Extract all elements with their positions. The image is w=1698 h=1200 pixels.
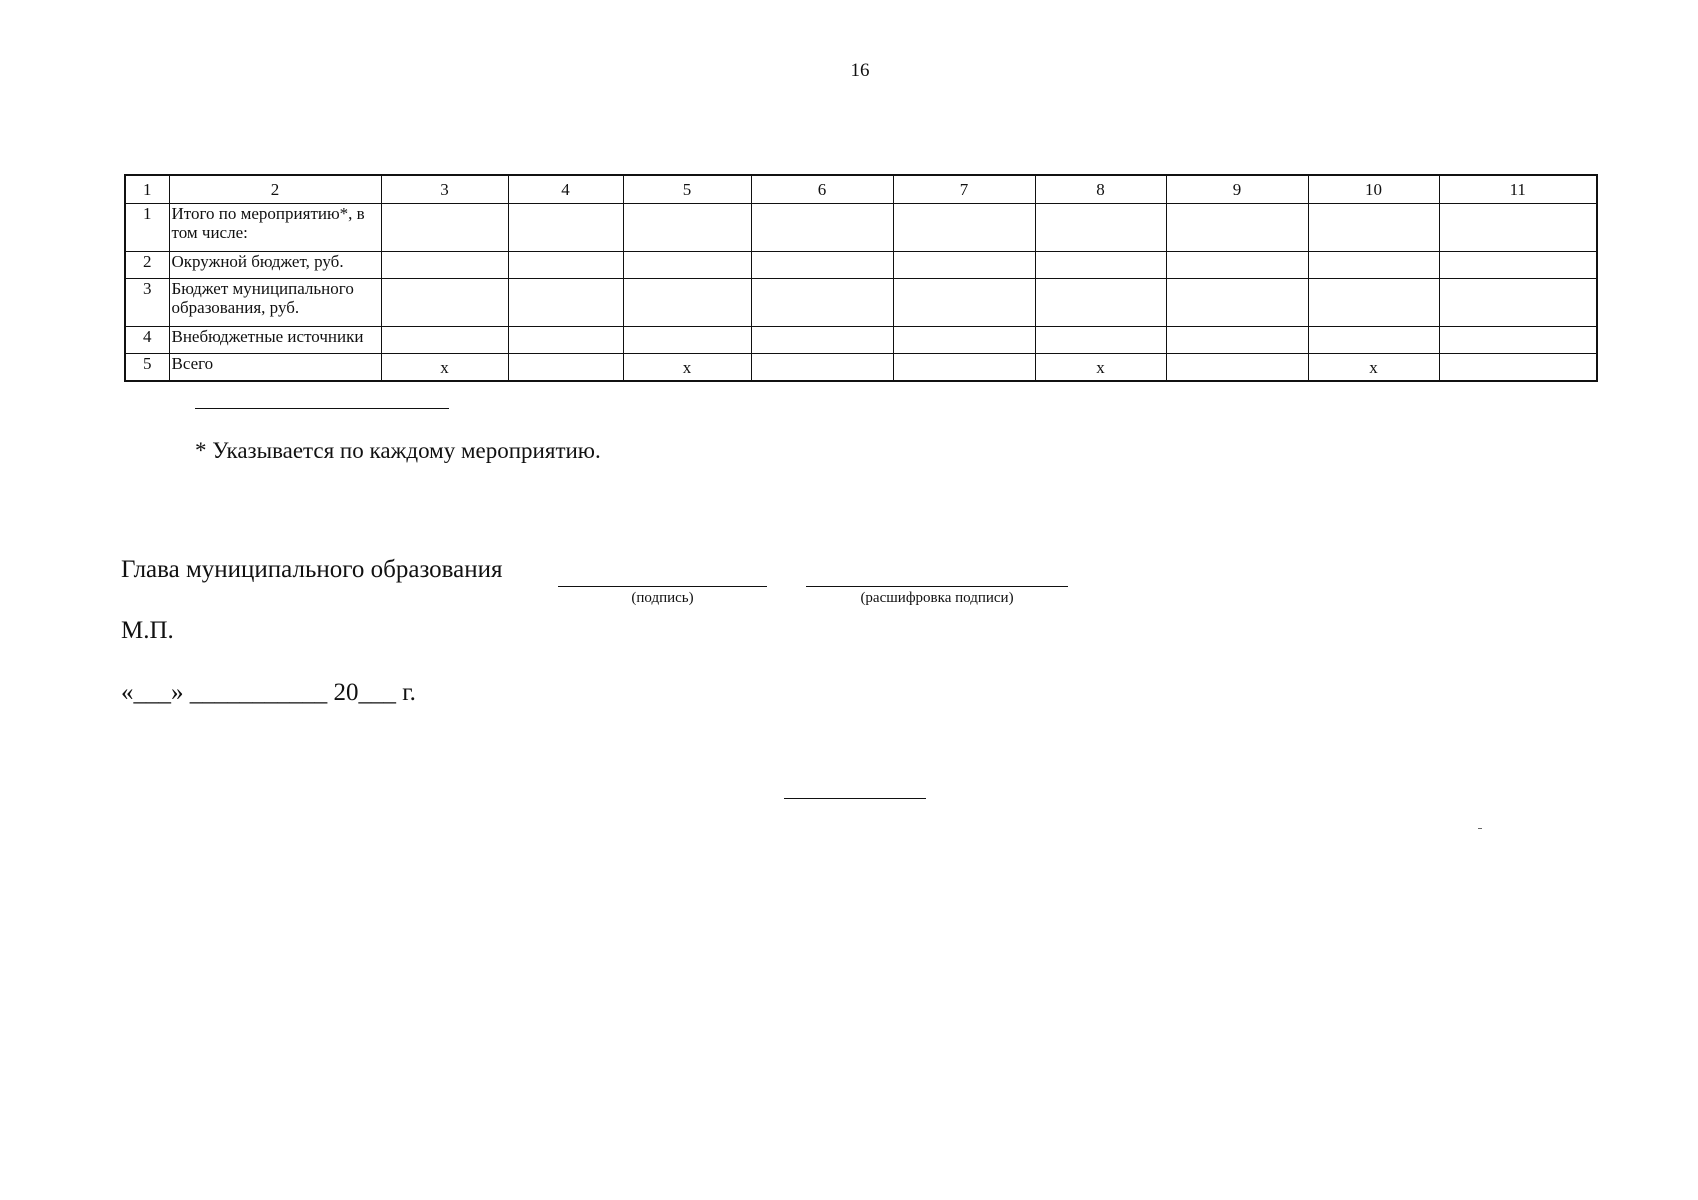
table-cell: x bbox=[623, 354, 751, 382]
table-row bbox=[125, 252, 1597, 279]
row-number-cell: 1 bbox=[125, 204, 169, 252]
column-number-cell: 3 bbox=[381, 175, 508, 204]
row-label-cell: Всего bbox=[169, 354, 381, 382]
table-cell bbox=[1308, 327, 1439, 354]
signature-line bbox=[558, 586, 767, 587]
table-cell: x bbox=[1035, 354, 1166, 382]
table-cell bbox=[623, 327, 751, 354]
date-line: «___» ___________ 20___ г. bbox=[121, 679, 416, 706]
table-cell bbox=[1035, 204, 1166, 252]
signature-decoding-caption: (расшифровка подписи) bbox=[860, 590, 1014, 606]
table-cell bbox=[1439, 204, 1597, 252]
row-number-cell: 3 bbox=[125, 279, 169, 327]
table-cell bbox=[508, 327, 623, 354]
table-cell: x bbox=[381, 354, 508, 382]
signature-decoding-line bbox=[806, 586, 1068, 587]
row-number-cell: 5 bbox=[125, 354, 169, 382]
table-cell bbox=[1166, 252, 1308, 279]
page-number: 16 bbox=[850, 60, 870, 81]
table-cell bbox=[623, 252, 751, 279]
signature-caption: (подпись) bbox=[631, 590, 694, 606]
column-number-cell: 4 bbox=[508, 175, 623, 204]
row-label-cell: Бюджет муниципального образования, руб. bbox=[169, 279, 381, 327]
column-number-cell: 5 bbox=[623, 175, 751, 204]
table-cell bbox=[893, 327, 1035, 354]
row-label-cell: Окружной бюджет, руб. bbox=[169, 252, 381, 279]
table-cell bbox=[751, 354, 893, 382]
footnote: * Указывается по каждому мероприятию. bbox=[195, 438, 601, 463]
table-cell bbox=[381, 327, 508, 354]
table-cell bbox=[508, 204, 623, 252]
table-cell bbox=[1035, 327, 1166, 354]
column-number-cell: 9 bbox=[1166, 175, 1308, 204]
table-cell bbox=[1308, 252, 1439, 279]
table-cell bbox=[893, 279, 1035, 327]
row-label-cell: Внебюджетные источники bbox=[169, 327, 381, 354]
column-number-cell: 10 bbox=[1308, 175, 1439, 204]
column-number-cell: 1 bbox=[125, 175, 169, 204]
table-cell bbox=[1166, 327, 1308, 354]
row-label-cell: Итого по мероприятию*, в том числе: bbox=[169, 204, 381, 252]
column-number-cell: 8 bbox=[1035, 175, 1166, 204]
table-cell bbox=[1308, 204, 1439, 252]
table-row bbox=[125, 279, 1597, 327]
table-cell bbox=[893, 252, 1035, 279]
table-cell bbox=[751, 252, 893, 279]
table-cell bbox=[381, 279, 508, 327]
table-cell bbox=[1166, 354, 1308, 382]
table-cell bbox=[751, 279, 893, 327]
table-row bbox=[125, 354, 1597, 382]
budget-table bbox=[124, 174, 1598, 382]
table-cell bbox=[1308, 279, 1439, 327]
table-cell bbox=[381, 204, 508, 252]
table-cell bbox=[623, 204, 751, 252]
table-cell bbox=[381, 252, 508, 279]
table-row bbox=[125, 327, 1597, 354]
table-cell: x bbox=[1308, 354, 1439, 382]
column-number-cell: 7 bbox=[893, 175, 1035, 204]
table-cell bbox=[508, 252, 623, 279]
table-cell bbox=[751, 204, 893, 252]
table-cell bbox=[1439, 279, 1597, 327]
column-number-cell: 6 bbox=[751, 175, 893, 204]
table-cell bbox=[508, 279, 623, 327]
table-cell bbox=[1166, 279, 1308, 327]
table-cell bbox=[1439, 354, 1597, 382]
table-cell bbox=[893, 204, 1035, 252]
table-cell bbox=[893, 354, 1035, 382]
end-divider bbox=[784, 798, 926, 799]
table-cell bbox=[751, 327, 893, 354]
table-cell bbox=[1035, 252, 1166, 279]
column-number-cell: 2 bbox=[169, 175, 381, 204]
table-cell bbox=[1035, 279, 1166, 327]
table-row bbox=[125, 204, 1597, 252]
scan-artifact bbox=[1478, 828, 1482, 829]
row-number-cell: 2 bbox=[125, 252, 169, 279]
stamp-place: М.П. bbox=[121, 617, 174, 644]
table-cell bbox=[1166, 204, 1308, 252]
footnote-divider bbox=[195, 408, 449, 409]
column-number-cell: 11 bbox=[1439, 175, 1597, 204]
table-cell bbox=[623, 279, 751, 327]
signatory-title: Глава муниципального образования bbox=[121, 556, 503, 583]
row-number-cell: 4 bbox=[125, 327, 169, 354]
table-cell bbox=[1439, 327, 1597, 354]
table-cell bbox=[1439, 252, 1597, 279]
table-cell bbox=[508, 354, 623, 382]
table-header-row bbox=[125, 175, 1597, 204]
